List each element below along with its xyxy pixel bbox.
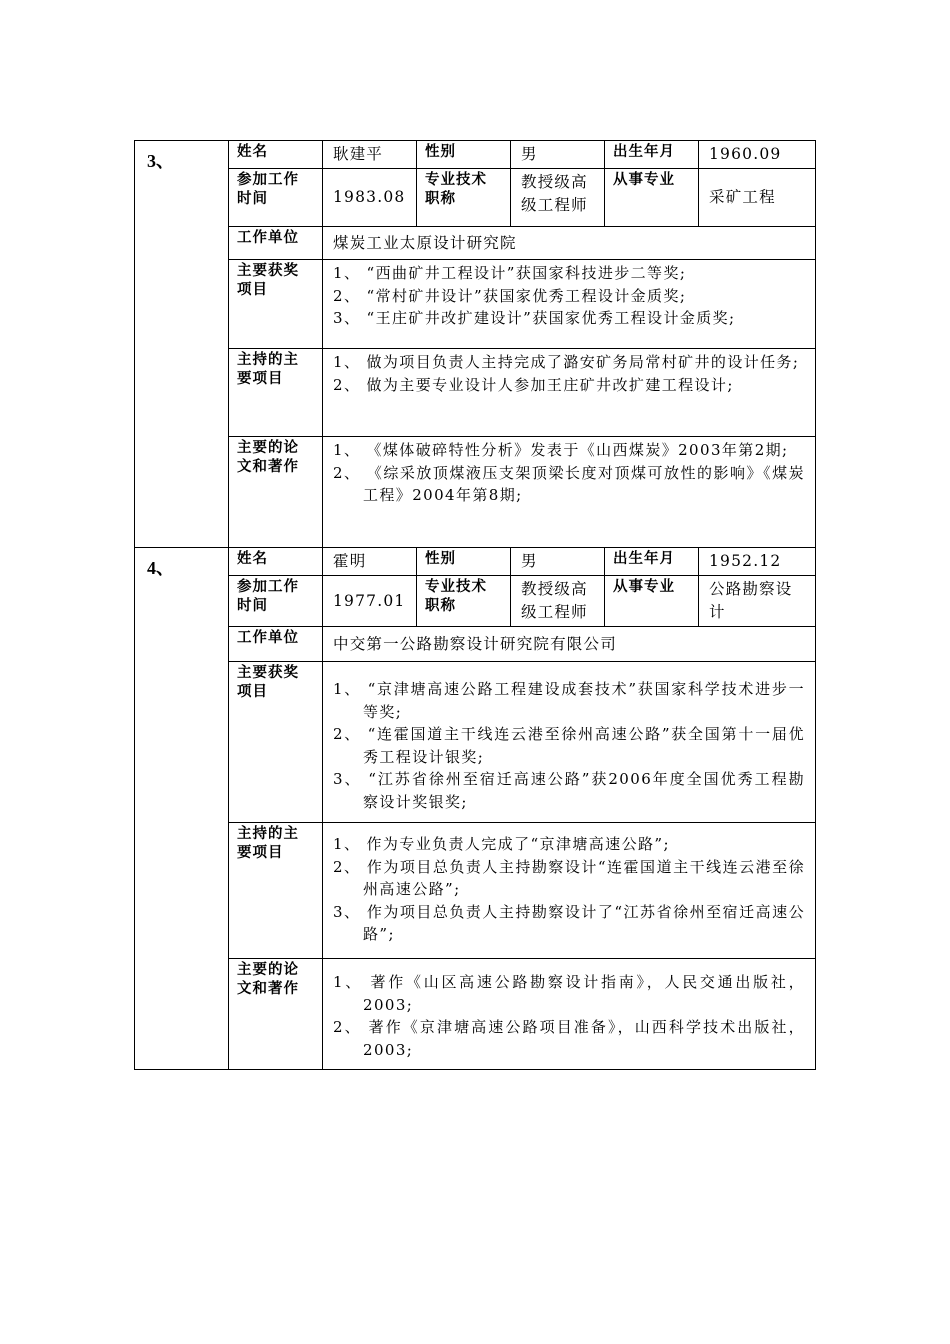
list-item: 2、 “常村矿井设计”获国家优秀工程设计金质奖;	[333, 286, 687, 305]
projects-label: 主持的主要项目	[229, 349, 323, 437]
record-3-row-career	[135, 169, 816, 227]
gender-value: 男	[511, 141, 605, 169]
list-item: 2、 做为主要专业设计人参加王庄矿井改扩建工程设计;	[333, 375, 734, 394]
list-item: 2、 著作《京津塘高速公路项目准备》，山西科学技术出版社，2003;	[333, 1018, 805, 1059]
record-4-row-projects	[135, 823, 816, 959]
papers-label: 主要的论文和著作	[229, 437, 323, 548]
record-index: 4、	[135, 548, 229, 1070]
birth-label: 出生年月	[605, 548, 699, 576]
major-label: 从事专业	[605, 576, 699, 627]
list-item: 1、 “京津塘高速公路工程建设成套技术”获国家科学技术进步一等奖;	[333, 680, 805, 721]
gender-value: 男	[511, 548, 605, 576]
record-4-row-basic	[135, 548, 816, 576]
join-label: 参加工作时间	[229, 576, 323, 627]
record-3-row-papers	[135, 437, 816, 548]
birth-value: 1960.09	[699, 141, 816, 169]
name-value: 霍明	[323, 548, 417, 576]
name-label: 姓名	[229, 141, 323, 169]
list-item: 2、 “连霍国道主干线连云港至徐州高速公路”获全国第十一届优秀工程设计银奖;	[333, 725, 805, 766]
unit-value: 中交第一公路勘察设计研究院有限公司	[323, 627, 816, 662]
record-4-row-career	[135, 576, 816, 627]
personnel-table	[134, 140, 816, 1070]
list-item: 3、 “江苏省徐州至宿迁高速公路”获2006年度全国优秀工程勘察设计奖银奖;	[333, 770, 805, 811]
name-value: 耿建平	[323, 141, 417, 169]
list-item: 3、 作为项目总负责人主持勘察设计了“江苏省徐州至宿迁高速公路”;	[333, 902, 805, 943]
awards-list	[323, 260, 816, 349]
projects-list	[323, 349, 816, 437]
unit-label: 工作单位	[229, 627, 323, 662]
awards-label: 主要获奖项目	[229, 662, 323, 823]
join-label: 参加工作时间	[229, 169, 323, 227]
list-item: 2、 作为项目总负责人主持勘察设计“连霍国道主干线连云港至徐州高速公路”;	[333, 857, 805, 898]
record-3-row-projects	[135, 349, 816, 437]
record-3-row-awards	[135, 260, 816, 349]
projects-list	[323, 823, 816, 959]
list-item: 1、 “西曲矿井工程设计”获国家科技进步二等奖;	[333, 264, 687, 282]
name-label: 姓名	[229, 548, 323, 576]
papers-list	[323, 959, 816, 1070]
awards-label: 主要获奖项目	[229, 260, 323, 349]
join-value: 1983.08	[323, 169, 417, 227]
record-4-row-awards	[135, 662, 816, 823]
birth-value: 1952.12	[699, 548, 816, 576]
record-index: 3、	[135, 141, 229, 548]
major-value: 公路勘察设计	[699, 576, 816, 627]
title-value: 教授级高级工程师	[511, 576, 605, 627]
record-3-row-basic	[135, 141, 816, 169]
projects-label: 主持的主要项目	[229, 823, 323, 959]
gender-label: 性别	[417, 141, 511, 169]
list-item: 1、 《煤体破碎特性分析》发表于《山西煤炭》2003年第2期;	[333, 441, 789, 459]
list-item: 1、 做为项目负责人主持完成了潞安矿务局常村矿井的设计任务;	[333, 353, 800, 371]
record-4-row-papers	[135, 959, 816, 1070]
unit-label: 工作单位	[229, 227, 323, 260]
awards-list	[323, 662, 816, 823]
papers-list	[323, 437, 816, 548]
birth-label: 出生年月	[605, 141, 699, 169]
record-4-row-unit	[135, 627, 816, 662]
list-item: 1、 作为专业负责人完成了“京津塘高速公路”;	[333, 835, 670, 853]
list-item: 1、 著作《山区高速公路勘察设计指南》，人民交通出版社，2003;	[333, 973, 805, 1014]
papers-label: 主要的论文和著作	[229, 959, 323, 1070]
title-value: 教授级高级工程师	[511, 169, 605, 227]
record-3-row-unit	[135, 227, 816, 260]
join-value: 1977.01	[323, 576, 417, 627]
unit-value: 煤炭工业太原设计研究院	[323, 227, 816, 260]
list-item: 2、 《综采放顶煤液压支架顶梁长度对顶煤可放性的影响》《煤炭工程》2004年第8期;	[333, 463, 805, 504]
list-item: 3、 “王庄矿井改扩建设计”获国家优秀工程设计金质奖;	[333, 309, 736, 327]
major-value: 采矿工程	[699, 169, 816, 227]
gender-label: 性别	[417, 548, 511, 576]
title-label: 专业技术职称	[417, 576, 511, 627]
major-label: 从事专业	[605, 169, 699, 227]
title-label: 专业技术职称	[417, 169, 511, 227]
